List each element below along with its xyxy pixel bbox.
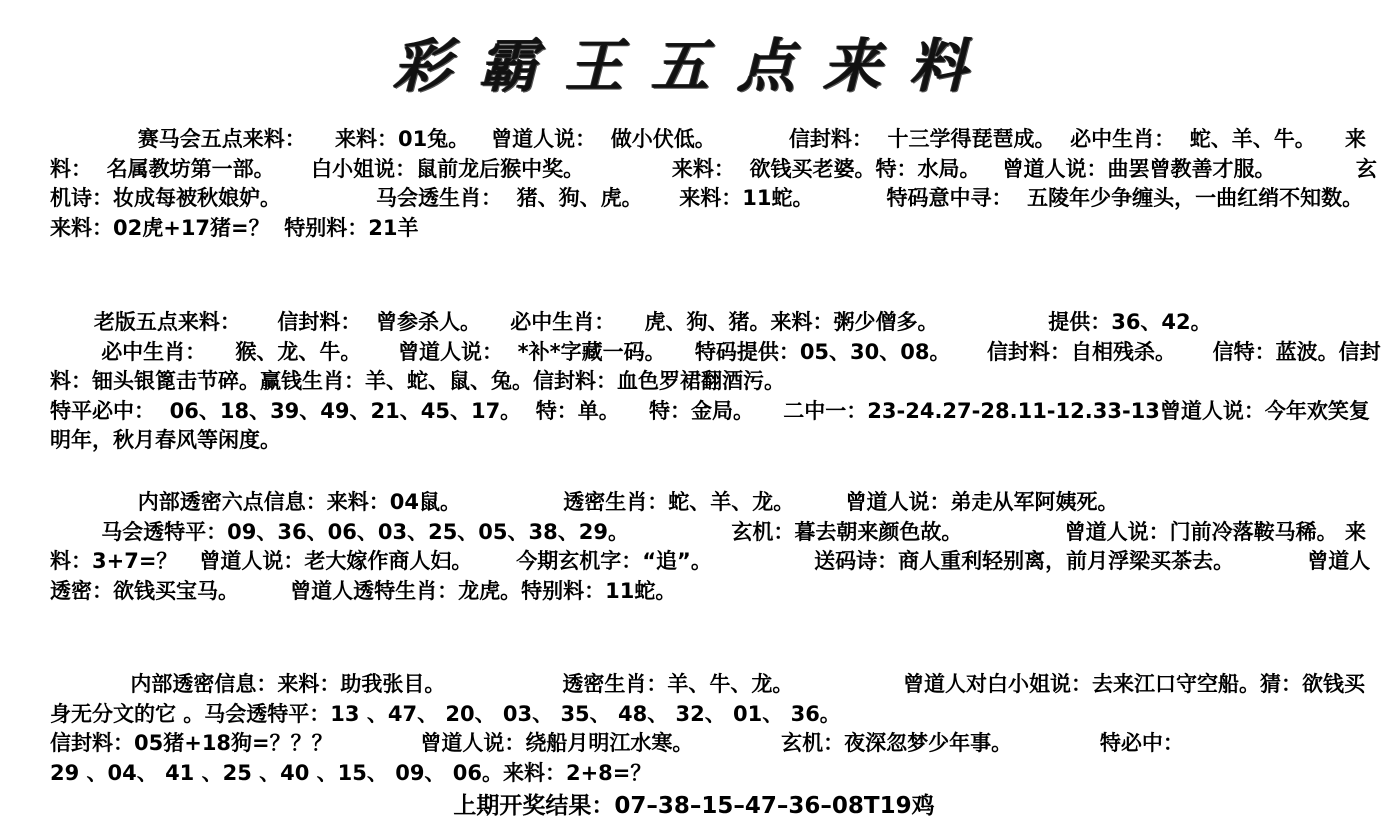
section-old-version-five-point: 老版五点来料： 信封料： 曾参杀人。 必中生肖： 虎、狗、猪。来料：粥少僧多。 提供：36、42。 必中生肖： 猴、龙、牛。 曾道人说： *补*字藏一码。 特码提供：05、30、08。 信封料：自相残杀。 信特：蓝波。信封料：钿头银篦击节碎。赢钱生肖：羊、蛇、鼠、兔。信封料：血色罗裙翻酒污。 特平必中： 06、18、39、49、21、45、17。 特：单。 特：金局。 二中一：23-24.27-28.11-12.33-13曾道人说：今年欢笑复明年，秋月春风等闲度。 — [50, 310, 1381, 452]
section-saimahui-five-point: 赛马会五点来料： 来料：01兔。 曾道人说： 做小伏低。 信封料： 十三学得琵琶成。 必中生肖： 蛇、羊、牛。 来料： 名属教坊第一部。 白小姐说：鼠前龙后猴中奖。 来料： 欲钱买老婆。特：水局。 曾道人说：曲罢曾教善才服。 玄机诗：妆成每被秋娘妒。 马会透生肖： 猪、狗、虎。 来料：11蛇。 特码意中寻： 五陵年少争缠头，一曲红绡不知数。 来料：02虎+17猪=？ 特别料：21羊 — [50, 127, 1377, 240]
last-draw-result: 上期开奖结果：07–38–15–47–36–08T19鸡 — [453, 793, 935, 819]
section-internal-six-point: 内部透密六点信息：来料：04鼠。 透密生肖：蛇、羊、龙。 曾道人说：弟走从军阿姨死。 马会透特平：09、36、06、03、25、05、38、29。 玄机：暮去朝来颜色故。 曾道人说：门前冷落鞍马稀。 来料：3+7=？ 曾道人说：老大嫁作商人妇。 今期玄机字：“追”。 送码诗：商人重利轻别离，前月浮梁买茶去。 曾道人透密：欲钱买宝马。 曾道人透特生肖：龙虎。特别料：11蛇。 — [50, 490, 1371, 603]
page-title: 彩霸王五点来料 — [392, 32, 995, 100]
section-internal-info: 内部透密信息：来料：助我张目。 透密生肖：羊、牛、龙。 曾道人对白小姐说：去来江口守空船。猜：欲钱买身无分文的它 。马会透特平：13 、47、 20、 03、 35、 48、 32、 01、 36。 信封料：05猪+18狗=？？？ 曾道人说：绕船月明江水寒。 玄机：夜深忽梦少年事。 特必中： 29 、04、 41 、25 、40 、15、 09、 06。来料：2+8=？ — [50, 672, 1366, 785]
